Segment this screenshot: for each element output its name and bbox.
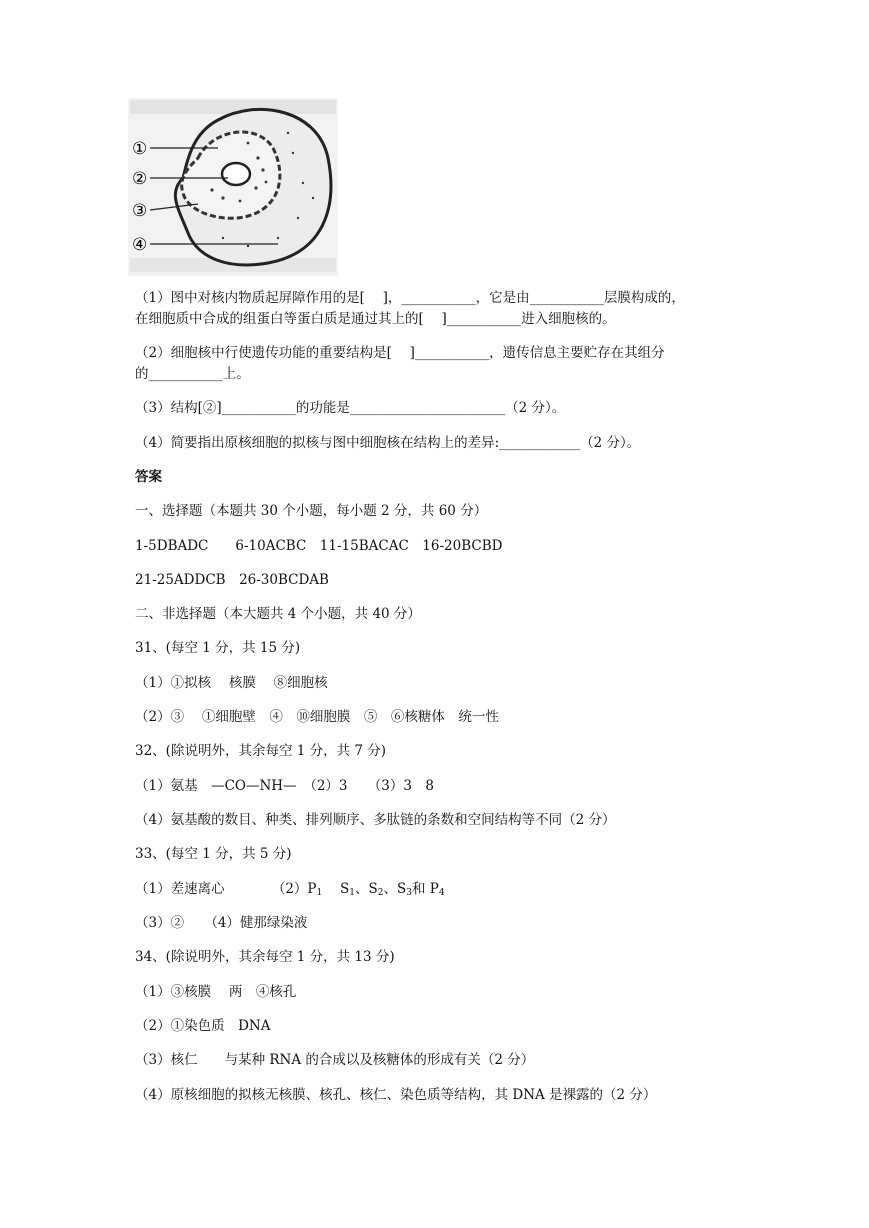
figure-label-1: ① bbox=[132, 139, 148, 159]
answer-33-3: （3）② （4）健那绿染液 bbox=[135, 915, 308, 931]
answer-34-1: （1）③核膜 两 ④核孔 bbox=[135, 984, 297, 1000]
answer-33-1-text: （1）差速离心 （2）P bbox=[135, 881, 317, 897]
sub-p4: 4 bbox=[438, 888, 445, 898]
answers-row-2: 21-25ADDCB 26-30BCDAB bbox=[135, 572, 329, 588]
answer-31-2: （2）③ ①细胞壁 ④ ⑩细胞膜 ⑤ ⑥核糖体 统一性 bbox=[135, 709, 499, 725]
answers-section-1: 一、选择题（本题共 30 个小题，每小题 2 分，共 60 分） bbox=[135, 503, 488, 519]
sub-s2: 2 bbox=[377, 888, 384, 898]
answer-33-1 bbox=[135, 879, 735, 903]
answer-34-4: （4）原核细胞的拟核无核膜、核孔、核仁、染色质等结构，其 DNA 是裸露的（2 分） bbox=[135, 1087, 657, 1103]
figure-label-4: ④ bbox=[132, 235, 148, 255]
answer-34-2: （2）①染色质 DNA bbox=[135, 1018, 271, 1034]
answers-heading: 答案 bbox=[135, 469, 162, 485]
sub-p1: 1 bbox=[316, 888, 323, 898]
answer-32-header: 32、(除说明外，其余每空 1 分，共 7 分) bbox=[135, 743, 387, 759]
question-4: （4）简要指出原核细胞的拟核与图中细胞核在结构上的差异:____________（2 分）。 bbox=[135, 435, 641, 451]
answer-33-header: 33、(每空 1 分，共 5 分) bbox=[135, 846, 292, 862]
answer-31-header: 31、(每空 1 分，共 15 分) bbox=[135, 640, 301, 656]
answer-32-4: （4）氨基酸的数目、种类、排列顺序、多肽链的条数和空间结构等不同（2 分） bbox=[135, 812, 616, 828]
question-2-line-1: （2）细胞核中行使遗传功能的重要结构是[ ]___________，遗传信息主要贮存在其组分 bbox=[135, 345, 665, 361]
figure-label-3: ③ bbox=[132, 201, 148, 221]
answer-32-1: （1）氨基 —CO—NH— （2）3 （3）3 8 bbox=[135, 778, 435, 794]
question-1-line-2: 在细胞质中合成的组蛋白等蛋白质是通过其上的[ ]___________进入细胞核的。 bbox=[135, 311, 616, 327]
sub-s3: 3 bbox=[406, 888, 412, 898]
question-3: （3）结构[②]___________的功能是_______________________（2 分）。 bbox=[135, 400, 566, 416]
answers-section-2: 二、非选择题（本大题共 4 个小题，共 40 分） bbox=[135, 606, 421, 622]
figure-label-2: ② bbox=[132, 169, 148, 189]
question-1-line-1: （1）图中对核内物质起屏障作用的是[ ]，___________，它是由___________层膜构成的， bbox=[135, 290, 685, 306]
cell-nucleus-figure bbox=[128, 98, 338, 276]
answer-31-1: （1）①拟核 核膜 ⑧细胞核 bbox=[135, 675, 328, 691]
question-2-line-2: 的___________上。 bbox=[135, 366, 250, 382]
sub-s1: 1 bbox=[349, 888, 356, 898]
answer-33-1-p4: 和 P bbox=[412, 881, 439, 897]
answer-34-header: 34、(除说明外，其余每空 1 分，共 13 分) bbox=[135, 949, 395, 965]
answers-row-1: 1-5DBADC 6-10ACBC 11-15BACAC 16-20BCBD bbox=[135, 538, 503, 554]
answer-33-1-s: S bbox=[322, 881, 350, 897]
answer-34-3: （3）核仁 与某种 RNA 的合成以及核糖体的形成有关（2 分） bbox=[135, 1052, 535, 1068]
answer-33-1-s2: 、S bbox=[355, 881, 378, 897]
answer-33-1-s3: 、S bbox=[383, 881, 407, 897]
